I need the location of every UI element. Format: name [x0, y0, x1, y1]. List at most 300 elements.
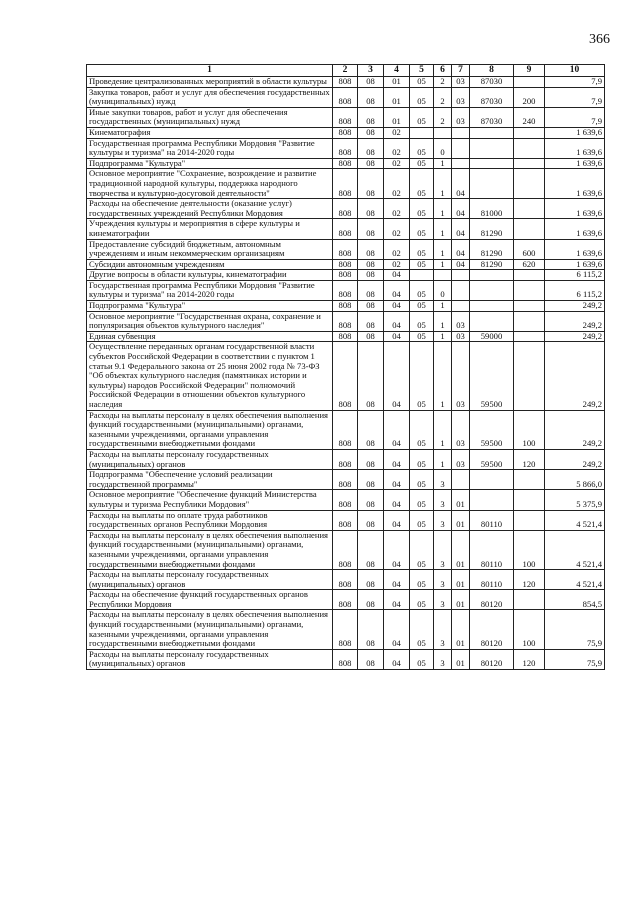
code-subprogram: 1 — [434, 239, 452, 259]
row-name: Другие вопросы в области культуры, кинематографии — [87, 270, 333, 281]
code-expense-type: 120 — [514, 449, 545, 469]
row-name: Расходы на выплаты персоналу в целях обеспечения выполнения функций государственными (муниципальными) органами, казенными учреждениями, органами управления государственными внебюджетными фондами — [87, 410, 333, 449]
code-gp: 808 — [333, 158, 358, 169]
code-section: 08 — [358, 87, 384, 107]
table-row — [87, 301, 605, 312]
code-section: 08 — [358, 610, 384, 649]
code-direction — [470, 138, 514, 158]
row-name: Подпрограмма "Культура" — [87, 301, 333, 312]
code-gp: 808 — [333, 127, 358, 138]
code-direction — [470, 280, 514, 300]
code-direction — [470, 169, 514, 199]
code-direction: 59500 — [470, 342, 514, 410]
code-program: 05 — [410, 259, 434, 270]
row-name: Учреждения культуры и мероприятия в сфере культуры и кинематографии — [87, 219, 333, 239]
code-subprogram: 1 — [434, 449, 452, 469]
code-subsection: 04 — [384, 311, 410, 331]
row-name: Основное мероприятие "Сохранение, возрождение и развитие традиционной народной культуры, поддержка народного творчества и культурно-досуговой деятельности" — [87, 169, 333, 199]
row-name: Подпрограмма "Культура" — [87, 158, 333, 169]
code-direction: 87030 — [470, 77, 514, 88]
row-name: Расходы на выплаты персоналу государственных (муниципальных) органов — [87, 649, 333, 669]
row-amount: 75,9 — [545, 649, 605, 669]
row-amount: 6 115,2 — [545, 270, 605, 281]
row-name: Расходы на выплаты персоналу государственных (муниципальных) органов — [87, 570, 333, 590]
code-direction: 81290 — [470, 259, 514, 270]
row-name: Расходы на обеспечение функций государственных органов Республики Мордовия — [87, 590, 333, 610]
code-direction: 59500 — [470, 410, 514, 449]
code-direction: 80110 — [470, 510, 514, 530]
code-subprogram: 3 — [434, 610, 452, 649]
code-subsection: 04 — [384, 530, 410, 569]
row-name: Иные закупки товаров, работ и услуг для обеспечения государственных (муниципальных) нужд — [87, 107, 333, 127]
code-direction: 81290 — [470, 239, 514, 259]
code-section: 08 — [358, 490, 384, 510]
code-expense-type: 120 — [514, 570, 545, 590]
code-subsection: 04 — [384, 331, 410, 342]
code-gp: 808 — [333, 199, 358, 219]
code-gp: 808 — [333, 107, 358, 127]
code-measure: 03 — [452, 77, 470, 88]
code-measure: 03 — [452, 331, 470, 342]
code-direction — [470, 270, 514, 281]
code-measure: 03 — [452, 107, 470, 127]
code-subprogram: 3 — [434, 510, 452, 530]
row-amount: 249,2 — [545, 449, 605, 469]
code-program: 05 — [410, 219, 434, 239]
code-subprogram: 1 — [434, 311, 452, 331]
code-section: 08 — [358, 410, 384, 449]
table-body — [87, 77, 605, 670]
code-section: 08 — [358, 570, 384, 590]
code-program: 05 — [410, 311, 434, 331]
column-header: 9 — [514, 65, 545, 77]
row-name: Расходы на выплаты персоналу в целях обеспечения выполнения функций государственными (муниципальными) органами, казенными учреждениями, органами управления государственными внебюджетными фондами — [87, 530, 333, 569]
code-section: 08 — [358, 77, 384, 88]
code-subsection: 02 — [384, 158, 410, 169]
row-name: Основное мероприятие "Обеспечение функций Министерства культуры и туризма Республики Мордовия" — [87, 490, 333, 510]
code-subsection: 04 — [384, 449, 410, 469]
table-row — [87, 649, 605, 669]
code-program: 05 — [410, 590, 434, 610]
row-amount: 1 639,6 — [545, 127, 605, 138]
code-subprogram: 1 — [434, 169, 452, 199]
code-section: 08 — [358, 649, 384, 669]
code-program: 05 — [410, 510, 434, 530]
code-expense-type — [514, 270, 545, 281]
code-gp: 808 — [333, 610, 358, 649]
column-header: 1 — [87, 65, 333, 77]
table-row — [87, 158, 605, 169]
page-number: 366 — [589, 32, 610, 47]
code-subsection: 04 — [384, 280, 410, 300]
table-header-row — [87, 65, 605, 77]
code-gp: 808 — [333, 510, 358, 530]
code-gp: 808 — [333, 570, 358, 590]
code-measure — [452, 280, 470, 300]
code-subsection: 04 — [384, 490, 410, 510]
table-row — [87, 470, 605, 490]
table-row — [87, 530, 605, 569]
row-name: Расходы на выплаты персоналу в целях обеспечения выполнения функций государственными (муниципальными) органами, казенными учреждениями, органами управления государственными внебюджетными фондами — [87, 610, 333, 649]
code-subprogram: 1 — [434, 410, 452, 449]
code-subsection: 01 — [384, 87, 410, 107]
code-section: 08 — [358, 158, 384, 169]
code-section: 08 — [358, 219, 384, 239]
code-subprogram: 3 — [434, 530, 452, 569]
code-section: 08 — [358, 138, 384, 158]
code-gp: 808 — [333, 301, 358, 312]
code-subsection: 04 — [384, 410, 410, 449]
code-subprogram: 0 — [434, 138, 452, 158]
row-amount: 7,9 — [545, 87, 605, 107]
code-subprogram: 0 — [434, 280, 452, 300]
row-name: Субсидии автономным учреждениям — [87, 259, 333, 270]
code-subsection: 04 — [384, 270, 410, 281]
column-header: 10 — [545, 65, 605, 77]
table-row — [87, 239, 605, 259]
code-subprogram: 2 — [434, 87, 452, 107]
code-subprogram: 3 — [434, 490, 452, 510]
column-header: 6 — [434, 65, 452, 77]
code-gp: 808 — [333, 239, 358, 259]
table-row — [87, 449, 605, 469]
code-program: 05 — [410, 199, 434, 219]
code-gp: 808 — [333, 470, 358, 490]
code-subprogram: 2 — [434, 77, 452, 88]
row-amount: 249,2 — [545, 410, 605, 449]
row-amount: 5 866,0 — [545, 470, 605, 490]
code-direction: 80120 — [470, 590, 514, 610]
table-row — [87, 311, 605, 331]
code-measure — [452, 127, 470, 138]
code-subsection: 04 — [384, 301, 410, 312]
table-row — [87, 410, 605, 449]
code-measure: 03 — [452, 87, 470, 107]
code-measure: 01 — [452, 610, 470, 649]
row-amount: 1 639,6 — [545, 239, 605, 259]
code-expense-type: 120 — [514, 649, 545, 669]
code-expense-type: 100 — [514, 410, 545, 449]
code-direction: 80110 — [470, 530, 514, 569]
code-gp: 808 — [333, 87, 358, 107]
code-expense-type — [514, 138, 545, 158]
row-amount: 4 521,4 — [545, 570, 605, 590]
code-measure: 01 — [452, 510, 470, 530]
code-subprogram: 1 — [434, 219, 452, 239]
code-direction: 87030 — [470, 107, 514, 127]
code-expense-type — [514, 158, 545, 169]
column-header: 7 — [452, 65, 470, 77]
code-program: 05 — [410, 87, 434, 107]
code-measure: 03 — [452, 342, 470, 410]
row-amount: 1 639,6 — [545, 259, 605, 270]
code-program: 05 — [410, 169, 434, 199]
code-subsection: 04 — [384, 342, 410, 410]
table-row — [87, 138, 605, 158]
row-amount: 1 639,6 — [545, 138, 605, 158]
table-row — [87, 570, 605, 590]
row-amount: 6 115,2 — [545, 280, 605, 300]
row-amount: 4 521,4 — [545, 530, 605, 569]
column-header: 8 — [470, 65, 514, 77]
code-expense-type — [514, 301, 545, 312]
table-row — [87, 342, 605, 410]
code-program: 05 — [410, 410, 434, 449]
code-program: 05 — [410, 107, 434, 127]
code-expense-type — [514, 470, 545, 490]
code-measure: 01 — [452, 490, 470, 510]
code-program: 05 — [410, 570, 434, 590]
code-program: 05 — [410, 280, 434, 300]
row-name: Проведение централизованных мероприятий в области культуры — [87, 77, 333, 88]
code-subsection: 01 — [384, 77, 410, 88]
code-section: 08 — [358, 169, 384, 199]
row-name: Кинематография — [87, 127, 333, 138]
code-section: 08 — [358, 311, 384, 331]
code-gp: 808 — [333, 311, 358, 331]
table-row — [87, 510, 605, 530]
code-program: 05 — [410, 301, 434, 312]
code-section: 08 — [358, 107, 384, 127]
code-expense-type — [514, 490, 545, 510]
code-section: 08 — [358, 530, 384, 569]
row-amount: 1 639,6 — [545, 199, 605, 219]
row-name: Государственная программа Республики Мордовия "Развитие культуры и туризма" на 2014-2020 годы — [87, 138, 333, 158]
code-measure — [452, 138, 470, 158]
code-section: 08 — [358, 510, 384, 530]
code-expense-type — [514, 342, 545, 410]
code-subprogram: 1 — [434, 259, 452, 270]
code-program — [410, 127, 434, 138]
row-name: Единая субвенция — [87, 331, 333, 342]
table-row — [87, 331, 605, 342]
row-amount: 1 639,6 — [545, 158, 605, 169]
code-gp: 808 — [333, 270, 358, 281]
code-subsection: 04 — [384, 610, 410, 649]
code-measure: 04 — [452, 169, 470, 199]
code-section: 08 — [358, 127, 384, 138]
code-gp: 808 — [333, 590, 358, 610]
code-program — [410, 270, 434, 281]
row-name: Расходы на обеспечение деятельности (оказание услуг) государственных учреждений Республики Мордовия — [87, 199, 333, 219]
table-row — [87, 127, 605, 138]
code-direction: 81000 — [470, 199, 514, 219]
code-measure: 03 — [452, 410, 470, 449]
row-amount: 1 639,6 — [545, 169, 605, 199]
code-measure: 01 — [452, 570, 470, 590]
code-subsection: 04 — [384, 510, 410, 530]
code-program: 05 — [410, 449, 434, 469]
code-direction — [470, 490, 514, 510]
code-gp: 808 — [333, 490, 358, 510]
row-amount: 75,9 — [545, 610, 605, 649]
code-program: 05 — [410, 470, 434, 490]
code-subprogram: 3 — [434, 590, 452, 610]
row-amount: 7,9 — [545, 107, 605, 127]
budget-table — [86, 64, 605, 670]
code-subsection: 02 — [384, 169, 410, 199]
row-name: Основное мероприятие "Государственная охрана, сохранение и популяризация объектов культурного наследия" — [87, 311, 333, 331]
code-subsection: 02 — [384, 259, 410, 270]
code-subsection: 02 — [384, 127, 410, 138]
code-program: 05 — [410, 610, 434, 649]
code-gp: 808 — [333, 169, 358, 199]
code-direction: 80120 — [470, 649, 514, 669]
code-subsection: 04 — [384, 570, 410, 590]
table-row — [87, 280, 605, 300]
code-expense-type: 600 — [514, 239, 545, 259]
row-amount: 249,2 — [545, 311, 605, 331]
row-amount: 249,2 — [545, 301, 605, 312]
code-subprogram — [434, 127, 452, 138]
code-gp: 808 — [333, 331, 358, 342]
table-row — [87, 490, 605, 510]
row-amount: 249,2 — [545, 342, 605, 410]
code-gp: 808 — [333, 449, 358, 469]
code-gp: 808 — [333, 649, 358, 669]
row-name: Государственная программа Республики Мордовия "Развитие культуры и туризма" на 2014-2020 годы — [87, 280, 333, 300]
code-subsection: 04 — [384, 470, 410, 490]
column-header: 4 — [384, 65, 410, 77]
code-expense-type: 100 — [514, 530, 545, 569]
code-measure — [452, 301, 470, 312]
row-amount: 1 639,6 — [545, 219, 605, 239]
code-expense-type — [514, 127, 545, 138]
code-expense-type — [514, 331, 545, 342]
code-section: 08 — [358, 449, 384, 469]
code-gp: 808 — [333, 77, 358, 88]
code-subsection: 02 — [384, 219, 410, 239]
code-program: 05 — [410, 138, 434, 158]
table-row — [87, 259, 605, 270]
code-measure — [452, 270, 470, 281]
code-section: 08 — [358, 590, 384, 610]
code-measure: 04 — [452, 199, 470, 219]
code-measure: 03 — [452, 311, 470, 331]
code-subprogram: 1 — [434, 342, 452, 410]
code-expense-type: 100 — [514, 610, 545, 649]
code-subsection: 02 — [384, 239, 410, 259]
code-measure: 03 — [452, 449, 470, 469]
table-row — [87, 169, 605, 199]
code-direction: 87030 — [470, 87, 514, 107]
code-gp: 808 — [333, 342, 358, 410]
code-expense-type — [514, 219, 545, 239]
table-row — [87, 270, 605, 281]
code-section: 08 — [358, 331, 384, 342]
table-row — [87, 77, 605, 88]
row-name: Предоставление субсидий бюджетным, автономным учреждениям и иным некоммерческим организациям — [87, 239, 333, 259]
row-amount: 7,9 — [545, 77, 605, 88]
code-section: 08 — [358, 342, 384, 410]
code-subprogram: 3 — [434, 470, 452, 490]
code-gp: 808 — [333, 530, 358, 569]
code-program: 05 — [410, 649, 434, 669]
table-row — [87, 107, 605, 127]
code-subprogram: 1 — [434, 158, 452, 169]
row-name: Подпрограмма "Обеспечение условий реализации государственной программы" — [87, 470, 333, 490]
code-subsection: 04 — [384, 590, 410, 610]
code-expense-type — [514, 169, 545, 199]
column-header: 5 — [410, 65, 434, 77]
code-expense-type: 200 — [514, 87, 545, 107]
code-direction: 80120 — [470, 610, 514, 649]
code-program: 05 — [410, 530, 434, 569]
code-program: 05 — [410, 490, 434, 510]
code-expense-type — [514, 280, 545, 300]
row-amount: 854,5 — [545, 590, 605, 610]
row-name: Расходы на выплаты персоналу государственных (муниципальных) органов — [87, 449, 333, 469]
row-name: Осуществление переданных органам государственной власти субъектов Российской Федерации в соответствии с пунктом 1 статьи 9.1 Федерального закона от 25 июня 2002 года № 73-ФЗ "Об объектах культурного наследия (памятниках истории и культуры) народов Российской Федерации" полномочий Российской Федерации в отношении объектов культурного наследия — [87, 342, 333, 410]
code-direction — [470, 311, 514, 331]
row-amount: 4 521,4 — [545, 510, 605, 530]
code-subprogram: 1 — [434, 331, 452, 342]
code-subprogram: 3 — [434, 570, 452, 590]
code-subprogram: 1 — [434, 199, 452, 219]
code-measure: 04 — [452, 239, 470, 259]
code-direction: 59500 — [470, 449, 514, 469]
row-amount: 249,2 — [545, 331, 605, 342]
code-gp: 808 — [333, 280, 358, 300]
code-direction — [470, 470, 514, 490]
code-direction — [470, 127, 514, 138]
code-gp: 808 — [333, 138, 358, 158]
code-measure: 01 — [452, 649, 470, 669]
code-subsection: 02 — [384, 138, 410, 158]
code-expense-type — [514, 199, 545, 219]
code-direction — [470, 301, 514, 312]
code-program: 05 — [410, 158, 434, 169]
code-measure: 01 — [452, 590, 470, 610]
code-direction — [470, 158, 514, 169]
code-section: 08 — [358, 470, 384, 490]
code-expense-type: 240 — [514, 107, 545, 127]
row-amount: 5 375,9 — [545, 490, 605, 510]
code-subsection: 01 — [384, 107, 410, 127]
code-program: 05 — [410, 342, 434, 410]
code-subprogram: 1 — [434, 301, 452, 312]
row-name: Закупка товаров, работ и услуг для обеспечения государственных (муниципальных) нужд — [87, 87, 333, 107]
row-name: Расходы на выплаты по оплате труда работников государственных органов Республики Мордовия — [87, 510, 333, 530]
table-row — [87, 610, 605, 649]
code-program: 05 — [410, 77, 434, 88]
code-program: 05 — [410, 331, 434, 342]
table-row — [87, 590, 605, 610]
code-subsection: 04 — [384, 649, 410, 669]
code-direction: 81290 — [470, 219, 514, 239]
code-measure — [452, 470, 470, 490]
code-expense-type — [514, 510, 545, 530]
code-measure — [452, 158, 470, 169]
table-row — [87, 219, 605, 239]
code-section: 08 — [358, 280, 384, 300]
code-subprogram: 2 — [434, 107, 452, 127]
table-row — [87, 199, 605, 219]
code-section: 08 — [358, 270, 384, 281]
code-expense-type — [514, 77, 545, 88]
table-row — [87, 87, 605, 107]
code-direction: 59000 — [470, 331, 514, 342]
code-expense-type: 620 — [514, 259, 545, 270]
code-measure: 04 — [452, 219, 470, 239]
code-subprogram — [434, 270, 452, 281]
code-subprogram: 3 — [434, 649, 452, 669]
code-expense-type — [514, 311, 545, 331]
code-program: 05 — [410, 239, 434, 259]
code-direction: 80110 — [470, 570, 514, 590]
code-gp: 808 — [333, 259, 358, 270]
code-measure: 04 — [452, 259, 470, 270]
